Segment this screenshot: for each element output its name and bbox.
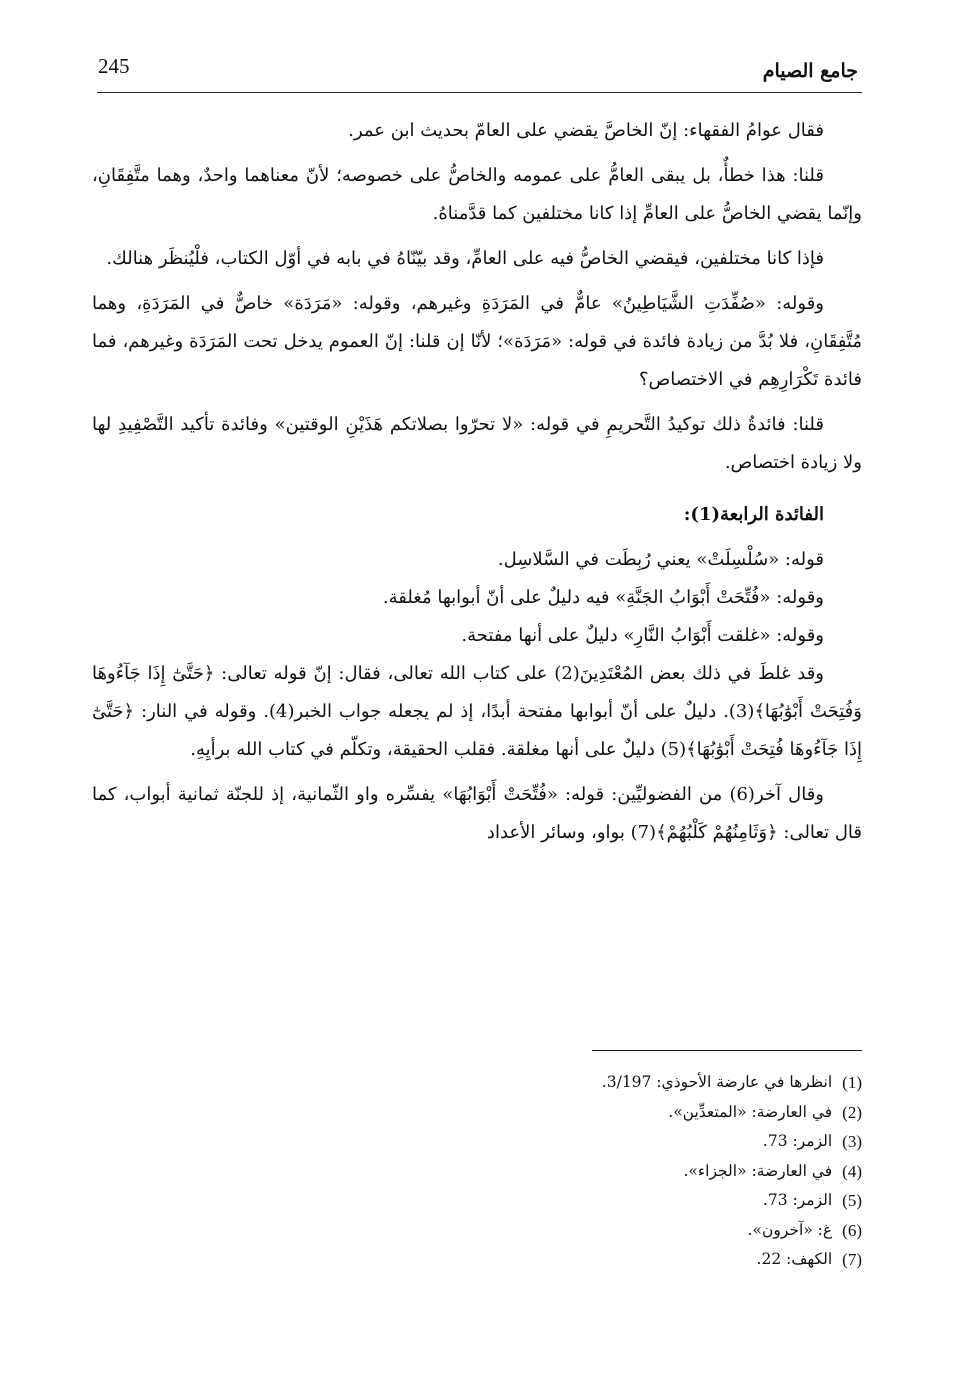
body-paragraph: وقد غلطَ في ذلك بعض المُعْتَدِينَ(2) على كتاب الله تعالى، فقال: إنّ قوله تعالى: ﴿حَتَّىٰٓ إِذَا جَآءُوهَا وَفُتِحَتْ أَبْوَٰبُهَا﴾(3). دليلٌ على أنّ أبوابها مفتحة أبدًا، إذ لم يجعله جواب الخبر(4). وقوله في النار: ﴿حَتَّىٰٓ إِذَا جَآءُوهَا فُتِحَتْ أَبْوَٰبُهَا﴾(5) دليلٌ على أنها مغلقة. فقلب الحقيقة، وتكلّم في كتاب الله برأيِهِ. [92, 663, 862, 760]
footnote-number: (6) [842, 1220, 862, 1240]
body-paragraph: فإذا كانا مختلفين، فيقضي الخاصُّ فيه على العامِّ، وقد بيّنّاهُ في بابه في أوّل الكتاب، فلْيُنظَر هنالك. [106, 248, 824, 269]
footnote-number: (3) [842, 1132, 862, 1151]
footnote-text: في العارضة: «الجزاء». [683, 1161, 833, 1180]
footnote-text: الزمر: 73. [762, 1191, 833, 1209]
body-paragraph: وقوله: «فُتِّحَتْ أَبْوَابُ الجَنَّةِ» فيه دليلٌ على أنّ أبوابها مُغلقة. [382, 587, 824, 608]
section-heading: الفائدة الرابعة(1): [683, 504, 824, 525]
footnote-item [442, 1245, 862, 1275]
footnote-number: (1) [842, 1073, 862, 1092]
footnote-text: انظرها في عارضة الأحوذي: 3/197. [601, 1073, 833, 1091]
body-paragraph: فقال عوامُ الفقهاء: إنّ الخاصَّ يقضي على العامّ بحديث ابن عمر. [348, 120, 824, 141]
footnote-text: الكهف: 22. [756, 1250, 833, 1268]
footnote-number: (2) [842, 1102, 862, 1122]
header-rule [97, 92, 862, 93]
footnote-item [442, 1098, 862, 1128]
footnote-number: (5) [842, 1191, 862, 1210]
footnote-number: (4) [842, 1161, 862, 1181]
footnote-text: غ: «آخرون». [747, 1220, 833, 1239]
footnote-item [442, 1216, 862, 1246]
body-paragraph: قوله: «سُلْسِلَتْ» يعني رُبِطَت في السَّلاسِل. [497, 549, 824, 570]
body-paragraph: وقوله: «غلقت أَبْوَابُ النَّارِ» دليلٌ على أنها مفتحة. [461, 625, 824, 646]
footnote-item [442, 1157, 862, 1187]
body-paragraph: وقوله: «صُفِّدَتِ الشَّيَاطِينُ» عامٌّ في المَرَدَةِ وغيرهم، وقوله: «مَرَدَة» خاصٌّ في المَرَدَةِ، وهما مُتَّفِقَانِ، فلا بُدَّ من زيادة فائدة في قوله: «مَرَدَة»؛ لأنّا إن قلنا: إنّ العموم يدخل تحت المَرَدَة وغيرهم، فما فائدة تَكْرَارِهِم في الاختصاص؟ [92, 293, 862, 390]
footnote-item [442, 1186, 862, 1216]
body-paragraph: وقال آخر(6) من الفضوليِّين: قوله: «فُتِّحَتْ أَبْوَابُهَا» يفسِّره واو الثّمانية، إذ للجنّة ثمانية أبواب، كما قال تعالى: ﴿وَثَامِنُهُمْ كَلْبُهُمْ﴾(7) بواو، وسائر الأعداد [92, 784, 862, 843]
body-text [92, 112, 862, 859]
footnote-text: في العارضة: «المتعدِّين». [668, 1102, 833, 1121]
body-paragraph: قلنا: هذا خطأٌ، بل يبقى العامُّ على عمومه والخاصُّ على خصوصه؛ لأنّ معناهما واحدٌ، وهما متَّفِقَانِ، وإنّما يقضي الخاصُّ على العامِّ إذا كانا مختلفين كما قدَّمناهُ. [92, 165, 862, 224]
footnote-item [442, 1068, 862, 1098]
body-paragraph: قلنا: فائدةُ ذلك توكيدُ التَّحريمِ في قوله: «لا تحرّوا بصلاتكم هَذَيْنِ الوقتين» وفائدة تأكيد التَّصْفِيدِ لها ولا زيادة اختصاص. [92, 414, 862, 473]
running-title: جامع الصيام [762, 60, 858, 82]
footnote-number: (7) [842, 1250, 862, 1269]
page-number: 245 [98, 54, 130, 78]
footnote-text: الزمر: 73. [762, 1132, 833, 1150]
footnote-rule [592, 1050, 862, 1051]
footnote-item [442, 1127, 862, 1157]
footnotes [442, 1068, 862, 1275]
